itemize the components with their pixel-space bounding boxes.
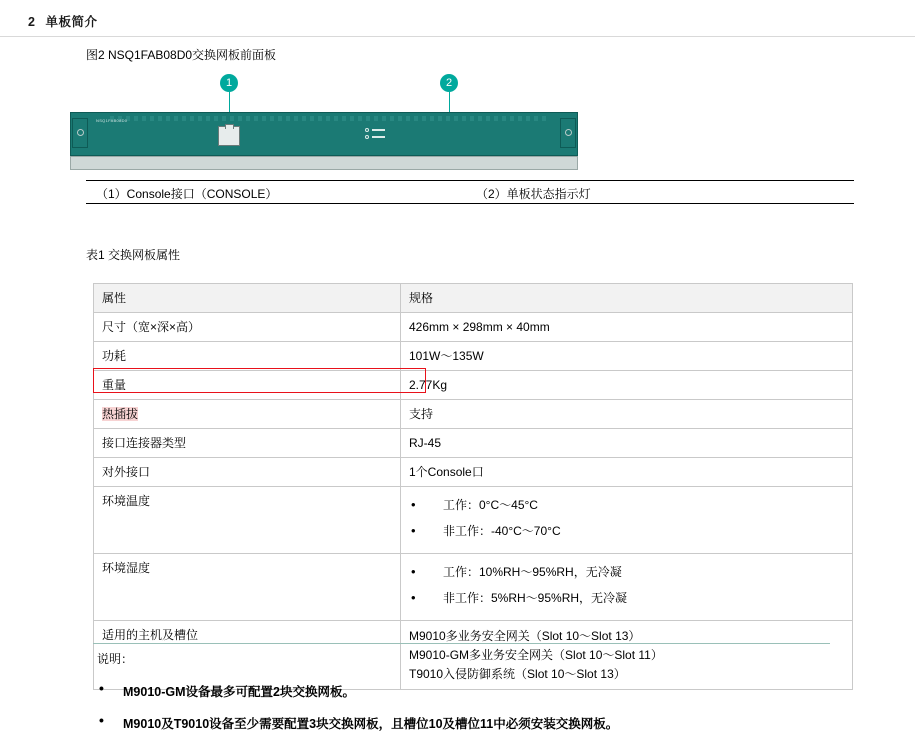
note-divider [93, 643, 830, 644]
figure-caption: 图2 NSQ1FAB08D0交换网板前面板 [86, 48, 277, 62]
front-panel-figure [70, 70, 590, 180]
section-title: 单板简介 [45, 15, 98, 29]
cell-attribute [94, 400, 401, 429]
cell-attribute: 功耗 [94, 342, 401, 371]
table-row [94, 371, 853, 400]
table-header-row [94, 284, 853, 313]
callout-marker-1: 1 [220, 74, 238, 92]
legend-item-2: （2）单板状态指示灯 [476, 187, 591, 201]
table-caption: 表1 交换网板属性 [86, 248, 181, 262]
panel-lower-rail [70, 156, 578, 170]
table-row-hot-swap [94, 400, 853, 429]
specification-table [93, 283, 853, 690]
cell-attribute: 对外接口 [94, 458, 401, 487]
list-item: • 非工作：-40°C～70°C [409, 522, 844, 540]
cell-attribute: 环境湿度 [94, 554, 401, 621]
table-row-temperature [94, 487, 853, 554]
legend-item-1: （1）Console接口（CONSOLE） [96, 187, 278, 201]
host-line: M9010多业务安全网关（Slot 10～Slot 13） [409, 629, 641, 643]
table-row [94, 429, 853, 458]
table-row [94, 342, 853, 371]
panel-silkscreen-label: NSQ1FAB08D0 [96, 118, 128, 123]
list-item: • M9010-GM设备最多可配置2块交换网板。 [93, 682, 853, 700]
run-led-icon [365, 128, 369, 132]
panel-vents [110, 116, 550, 121]
panel-ear-left [72, 118, 88, 148]
cell-attribute: 重量 [94, 371, 401, 400]
note-title: 说明： [97, 652, 134, 666]
hot-swap-label: 热插拔 [102, 407, 139, 421]
temperature-list [409, 496, 844, 540]
run-led-bar [372, 129, 385, 131]
list-item: • 工作：10%RH～95%RH，无冷凝 [409, 563, 844, 581]
table-header-spec: 规格 [401, 284, 853, 313]
table-row [94, 458, 853, 487]
alm-led-bar [372, 136, 385, 138]
humidity-list [409, 563, 844, 607]
cell-value: 2.77Kg [401, 371, 853, 400]
figure-legend [86, 180, 854, 204]
host-line: M9010-GM多业务安全网关（Slot 10～Slot 11） [409, 648, 663, 662]
host-line: T9010入侵防御系统（Slot 10～Slot 13） [409, 667, 626, 681]
cell-attribute: 适用的主机及槽位 [94, 621, 401, 690]
list-item: • 非工作：5%RH～95%RH，无冷凝 [409, 589, 844, 607]
note-list [93, 682, 853, 746]
cell-value: 1个Console口 [401, 458, 853, 487]
cell-value [401, 554, 853, 621]
panel-ear-right [560, 118, 576, 148]
console-port-icon [218, 126, 240, 146]
cell-value: 101W～135W [401, 342, 853, 371]
list-item: • 工作：0°C～45°C [409, 496, 844, 514]
cell-value [401, 621, 853, 690]
cell-value: 426mm × 298mm × 40mm [401, 313, 853, 342]
alm-led-icon [365, 135, 369, 139]
cell-attribute: 环境温度 [94, 487, 401, 554]
table-row [94, 313, 853, 342]
cell-value: 支持 [401, 400, 853, 429]
cell-value: RJ-45 [401, 429, 853, 458]
header-divider [0, 36, 915, 37]
page-title [28, 12, 97, 30]
section-number: 2 [28, 15, 36, 29]
callout-marker-2: 2 [440, 74, 458, 92]
cell-attribute: 尺寸（宽×深×高） [94, 313, 401, 342]
table-row-hosts [94, 621, 853, 690]
table-row-humidity [94, 554, 853, 621]
cell-value [401, 487, 853, 554]
cell-attribute: 接口连接器类型 [94, 429, 401, 458]
list-item: • M9010及T9010设备至少需要配置3块交换网板，且槽位10及槽位11中必须安装交换网板。 [93, 714, 853, 732]
table-header-attribute: 属性 [94, 284, 401, 313]
status-led-group [365, 127, 395, 145]
